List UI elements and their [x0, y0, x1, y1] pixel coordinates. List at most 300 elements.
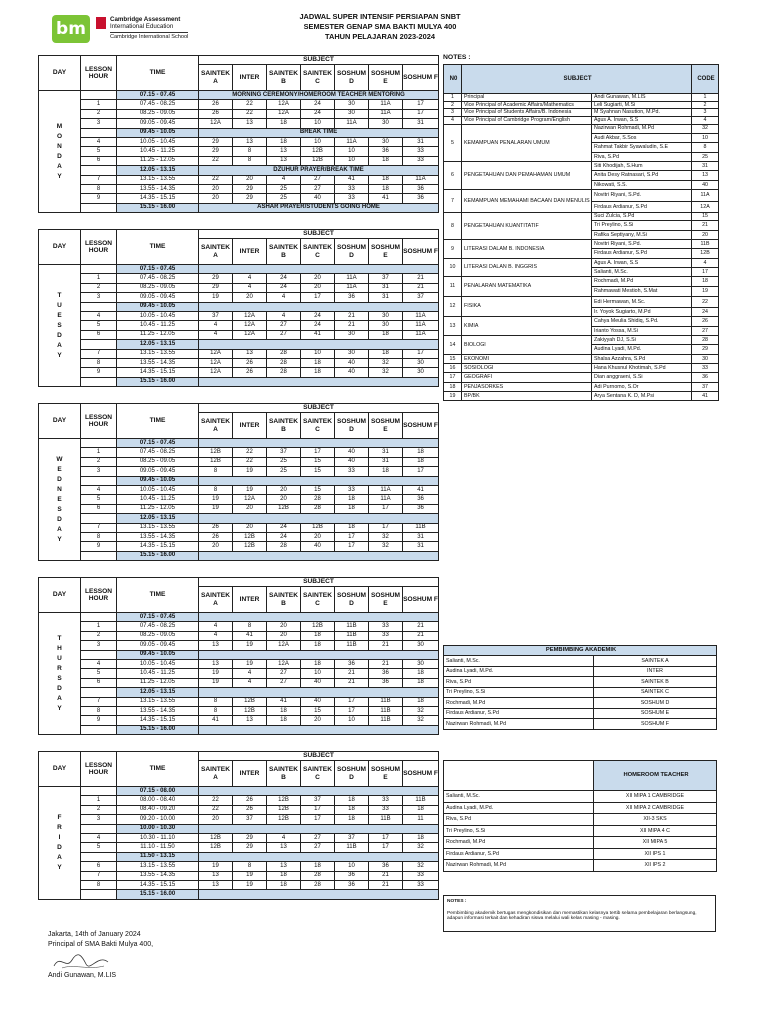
- band-label: [199, 551, 439, 560]
- teacher-code-cell: 11B: [369, 716, 403, 725]
- time-slot: 10.05 - 10.45: [117, 137, 199, 146]
- teacher-code-cell: 12B: [233, 697, 267, 706]
- subject-name: PENGETAHUAN KUANTITATIF: [462, 212, 592, 239]
- time-slot: 11.25 - 12.05: [117, 504, 199, 513]
- lesson-hour: 6: [81, 862, 117, 871]
- teacher-code: 40: [692, 180, 719, 189]
- subject-name: KIMIA: [462, 317, 592, 336]
- band-label: [199, 787, 439, 796]
- lesson-hour: [81, 787, 117, 796]
- column-header: SOSHUM D: [335, 413, 369, 439]
- teacher-code: 19: [692, 286, 719, 296]
- teacher-name: Tri Preylino, S.Si: [592, 221, 692, 230]
- class-name: SAINTEK A: [594, 656, 717, 667]
- teacher-code-cell: 28: [301, 504, 335, 513]
- teacher-code-cell: 20: [199, 194, 233, 203]
- teacher-name: Leli Sugiarti, M.Si: [592, 101, 692, 109]
- teacher-code-cell: 17: [335, 706, 369, 715]
- teacher-code-cell: 12A: [199, 119, 233, 128]
- teacher-code-cell: 17: [301, 815, 335, 824]
- class-name: XII MIPA 5: [594, 837, 717, 849]
- teacher-code-cell: 12A: [233, 311, 267, 320]
- lesson-hour: 3: [81, 467, 117, 476]
- teacher-code-cell: 8: [233, 156, 267, 165]
- class-name: XII IPS 1: [594, 848, 717, 860]
- teacher-code-cell: 31: [403, 119, 439, 128]
- class-name: SOSHUM F: [594, 719, 717, 730]
- teacher-code-cell: 29: [199, 274, 233, 283]
- time-slot: 10.45 - 11.25: [117, 669, 199, 678]
- teacher-code-cell: 29: [233, 843, 267, 852]
- teacher-code-cell: 13: [233, 716, 267, 725]
- school-logo: bm: [52, 15, 90, 43]
- time-slot: 09.05 - 09.45: [117, 119, 199, 128]
- time-slot: 07.15 - 07.45: [117, 439, 199, 448]
- teacher-name: Rahmat Takbir Syawaludin, S.E: [592, 143, 692, 152]
- teacher-code: 11A: [692, 189, 719, 201]
- day-name: F R I D A Y: [39, 787, 81, 900]
- teacher-code-cell: 30: [403, 659, 439, 668]
- teacher-code-cell: 33: [403, 871, 439, 880]
- teacher-code-cell: 12B: [199, 457, 233, 466]
- teacher-code-cell: 41: [267, 697, 301, 706]
- teacher-code-cell: 15: [301, 467, 335, 476]
- teacher-code-cell: 31: [369, 448, 403, 457]
- teacher-code-cell: 12A: [199, 358, 233, 367]
- teacher-code-cell: 22: [199, 796, 233, 805]
- teacher-code-cell: 10: [301, 669, 335, 678]
- teacher-name: Arya Sentana K. D, M.Psi: [592, 392, 692, 401]
- notes-row: [444, 101, 719, 109]
- teacher-code-cell: 21: [403, 283, 439, 292]
- teacher-code-cell: 27: [267, 321, 301, 330]
- teacher-code-cell: 12B: [267, 796, 301, 805]
- teacher-code-cell: 18: [301, 862, 335, 871]
- subject-name: PENGETAHUAN DAN PEMAHAMAN UMUM: [462, 161, 592, 189]
- teacher-code-cell: 40: [335, 457, 369, 466]
- lesson-hour: 8: [81, 358, 117, 367]
- teacher-code-cell: 25: [267, 457, 301, 466]
- notes-row: [444, 189, 719, 201]
- day-name: T H U R S D A Y: [39, 613, 81, 735]
- teacher-name: Siti Khodijah, S.Hum: [592, 161, 692, 170]
- teacher-code-cell: 4: [233, 274, 267, 283]
- lesson-hour: [81, 824, 117, 833]
- teacher-name: Adi Purnomo, S.Or: [592, 382, 692, 391]
- teacher-code-cell: 10: [335, 862, 369, 871]
- teacher-code-cell: 18: [369, 184, 403, 193]
- teacher-code-cell: 17: [403, 467, 439, 476]
- teacher-code-cell: 10: [301, 349, 335, 358]
- teacher-code-cell: 17: [369, 504, 403, 513]
- column-header: SOSHUM E: [369, 65, 403, 91]
- lesson-hour: [81, 725, 117, 734]
- teacher-code: 25: [692, 152, 719, 161]
- teacher-name: Nikowati, S.S.: [592, 180, 692, 189]
- band-label: ASHAR PRAYER/STUDENTS GOING HOME: [199, 203, 439, 212]
- time-slot: 07.45 - 08.25: [117, 622, 199, 631]
- band-label: [199, 302, 439, 311]
- lesson-hour: 6: [81, 504, 117, 513]
- teacher-name: Salianti, M.Sc.: [444, 791, 594, 803]
- teacher-code-cell: 33: [403, 156, 439, 165]
- subject-number: 6: [444, 161, 462, 189]
- teacher-code-cell: 12B: [233, 532, 267, 541]
- lesson-hour: 7: [81, 871, 117, 880]
- notes-row: [444, 382, 719, 391]
- column-header: SAINTEK B: [267, 761, 301, 787]
- teacher-code-cell: 26: [233, 368, 267, 377]
- teacher-code-cell: 11A: [369, 485, 403, 494]
- lesson-hour: [81, 377, 117, 386]
- time-slot: 09.05 - 09.45: [117, 293, 199, 302]
- class-name: XII MIPA 1 CAMBRIDGE: [594, 791, 717, 803]
- lesson-hour: 4: [81, 485, 117, 494]
- class-name: XII-3 SKS: [594, 814, 717, 826]
- time-slot: 11.25 - 12.05: [117, 156, 199, 165]
- teacher-code-cell: 21: [403, 274, 439, 283]
- time-slot: 07.15 - 07.45: [117, 265, 199, 274]
- teacher-code-cell: 18: [335, 815, 369, 824]
- teacher-code-cell: 11: [403, 815, 439, 824]
- column-header: SAINTEK B: [267, 65, 301, 91]
- teacher-code-cell: 18: [267, 706, 301, 715]
- teacher-code-cell: 12A: [267, 641, 301, 650]
- time-slot: 12.05 - 13.15: [117, 688, 199, 697]
- teacher-code-cell: 40: [335, 358, 369, 367]
- teacher-code-cell: 8: [233, 862, 267, 871]
- teacher-code-cell: 19: [199, 293, 233, 302]
- class-name: XII IPS 2: [594, 860, 717, 872]
- lesson-hour: 5: [81, 843, 117, 852]
- time-slot: 09.05 - 09.45: [117, 467, 199, 476]
- teacher-code-cell: 36: [369, 669, 403, 678]
- teacher-name: Rochmadi, M.Pd: [444, 837, 594, 849]
- time-slot: 13.15 - 13.55: [117, 349, 199, 358]
- teacher-code-cell: 40: [335, 448, 369, 457]
- teacher-code-cell: 17: [301, 293, 335, 302]
- teacher-code-cell: 21: [403, 622, 439, 631]
- notes-row: [444, 116, 719, 124]
- teacher-code-cell: 20: [199, 815, 233, 824]
- teacher-code-cell: 30: [335, 349, 369, 358]
- teacher-code: 31: [692, 161, 719, 170]
- teacher-name: Tri Preylino, S.Si: [444, 825, 594, 837]
- time-slot: 13.55 - 14.35: [117, 871, 199, 880]
- column-header: SAINTEK C: [301, 239, 335, 265]
- day-name: M O N D A Y: [39, 91, 81, 213]
- teacher-code-cell: 11A: [369, 495, 403, 504]
- assignment-row: [444, 814, 717, 826]
- subject-number: 16: [444, 364, 462, 373]
- teacher-code-cell: 24: [267, 523, 301, 532]
- time-slot: 13.15 - 13.55: [117, 862, 199, 871]
- band-label: [199, 650, 439, 659]
- time-slot: 08.25 - 09.05: [117, 457, 199, 466]
- subject-notes-table: [443, 64, 719, 401]
- class-name: XII MIPA 2 CAMBRIDGE: [594, 802, 717, 814]
- lesson-hour: 5: [81, 495, 117, 504]
- subject-name: Vice Principal of Academic Affairs/Mathematics: [462, 101, 592, 109]
- time-header: TIME: [117, 230, 199, 265]
- teacher-code-cell: 12A: [267, 109, 301, 118]
- lesson-hour: 1: [81, 448, 117, 457]
- assignment-row: [444, 837, 717, 849]
- teacher-code: 3: [692, 109, 719, 117]
- column-header: SAINTEK A: [199, 65, 233, 91]
- column-header: INTER: [233, 239, 267, 265]
- teacher-code-cell: 12B: [199, 448, 233, 457]
- teacher-code-cell: 4: [199, 622, 233, 631]
- teacher-code-cell: 36: [403, 194, 439, 203]
- time-slot: 10.05 - 10.45: [117, 485, 199, 494]
- column-header: SAINTEK B: [267, 587, 301, 613]
- sign-role: Principal of SMA Bakti Mulya 400,: [48, 941, 154, 948]
- teacher-code-cell: 30: [369, 321, 403, 330]
- teacher-code-cell: 25: [267, 184, 301, 193]
- teacher-code-cell: 41: [233, 631, 267, 640]
- lesson-hour: 4: [81, 659, 117, 668]
- subject-name: LITERASI DALAM B. INDONESIA: [462, 240, 592, 259]
- teacher-code-cell: 37: [335, 833, 369, 842]
- teacher-name: Andi Gunawan, M.LIS: [592, 94, 692, 102]
- teacher-code-cell: 29: [199, 137, 233, 146]
- assignment-row: [444, 802, 717, 814]
- time-slot: 12.05 - 13.15: [117, 340, 199, 349]
- teacher-code-cell: 30: [403, 368, 439, 377]
- lesson-hour: 7: [81, 175, 117, 184]
- assignment-row: [444, 848, 717, 860]
- teacher-code-cell: 20: [301, 716, 335, 725]
- time-slot: 15.15 - 16.00: [117, 725, 199, 734]
- teacher-code-cell: 29: [233, 184, 267, 193]
- table-corner: [444, 761, 594, 791]
- subject-number: 7: [444, 189, 462, 212]
- teacher-code-cell: 26: [199, 109, 233, 118]
- teacher-code-cell: 18: [369, 330, 403, 339]
- teacher-code-cell: 18: [403, 669, 439, 678]
- teacher-code-cell: 21: [335, 678, 369, 687]
- teacher-code-cell: 29: [233, 194, 267, 203]
- column-header: SAINTEK C: [301, 761, 335, 787]
- teacher-code-cell: 11B: [369, 815, 403, 824]
- teacher-code-cell: 19: [233, 641, 267, 650]
- teacher-code-cell: 12B: [199, 833, 233, 842]
- subject-name: GEOGRAFI: [462, 373, 592, 382]
- teacher-code-cell: 12A: [233, 495, 267, 504]
- lesson-hour: 5: [81, 321, 117, 330]
- teacher-code-cell: 25: [267, 194, 301, 203]
- lesson-hour: 8: [81, 532, 117, 541]
- lesson-hour: [81, 890, 117, 899]
- teacher-code-cell: 29: [233, 833, 267, 842]
- teacher-code-cell: 18: [335, 495, 369, 504]
- assignment-row: [444, 666, 717, 677]
- time-slot: 09.05 - 09.45: [117, 641, 199, 650]
- time-slot: 08.25 - 09.05: [117, 631, 199, 640]
- teacher-code-cell: 11B: [369, 706, 403, 715]
- teacher-code: 33: [692, 364, 719, 373]
- teacher-code-cell: 26: [233, 358, 267, 367]
- teacher-code-cell: 21: [335, 321, 369, 330]
- teacher-code-cell: 30: [369, 119, 403, 128]
- band-label: [199, 852, 439, 861]
- teacher-code-cell: 30: [335, 330, 369, 339]
- teacher-code-cell: 33: [335, 194, 369, 203]
- subject-name: KEMAMPUAN PENALARAN UMUM: [462, 124, 592, 161]
- teacher-code-cell: 36: [369, 147, 403, 156]
- teacher-code-cell: 41: [301, 330, 335, 339]
- teacher-code-cell: 17: [403, 349, 439, 358]
- lesson-hour: 3: [81, 293, 117, 302]
- subject-number: 2: [444, 101, 462, 109]
- teacher-name: Nazirwan Rohmadi, M.Pd: [444, 860, 594, 872]
- teacher-code-cell: 28: [267, 358, 301, 367]
- teacher-name: Irianto Yossa, M.Si: [592, 326, 692, 335]
- time-slot: 10.30 - 11.10: [117, 833, 199, 842]
- teacher-code-cell: 28: [301, 871, 335, 880]
- teacher-code-cell: 28: [267, 349, 301, 358]
- time-header: TIME: [117, 752, 199, 787]
- lesson-hour: 4: [81, 137, 117, 146]
- lesson-hour: 9: [81, 716, 117, 725]
- band-label: [199, 890, 439, 899]
- teacher-code-cell: 4: [199, 631, 233, 640]
- teacher-code-cell: 40: [301, 194, 335, 203]
- teacher-code-cell: 13: [199, 880, 233, 889]
- teacher-name: Firdaus Ardianur, S.Pd: [444, 848, 594, 860]
- day-header: DAY: [39, 752, 81, 787]
- teacher-code-cell: 36: [403, 495, 439, 504]
- assignment-row: [444, 677, 717, 688]
- teacher-code-cell: 37: [233, 815, 267, 824]
- teacher-code-cell: 18: [335, 504, 369, 513]
- teacher-code-cell: 41: [335, 175, 369, 184]
- time-slot: 12.05 - 13.15: [117, 166, 199, 175]
- teacher-code-cell: 18: [403, 448, 439, 457]
- teacher-code-cell: 10: [335, 156, 369, 165]
- teacher-code-cell: 20: [233, 175, 267, 184]
- day-header: DAY: [39, 404, 81, 439]
- teacher-code-cell: 11A: [403, 321, 439, 330]
- teacher-code-cell: 24: [301, 100, 335, 109]
- column-header: SOSHUM E: [369, 761, 403, 787]
- time-slot: 12.05 - 13.15: [117, 514, 199, 523]
- teacher-code-cell: 13: [233, 349, 267, 358]
- teacher-code-cell: 11A: [369, 100, 403, 109]
- teacher-name: Audina Lyadi, M.Pd.: [444, 802, 594, 814]
- teacher-code-cell: 26: [199, 100, 233, 109]
- lesson-hour: [81, 340, 117, 349]
- teacher-name: Agus A. Irwan, S.S: [592, 116, 692, 124]
- teacher-code-cell: 32: [369, 368, 403, 377]
- lesson-hour: 3: [81, 815, 117, 824]
- time-slot: 13.15 - 13.55: [117, 523, 199, 532]
- time-slot: 13.55 - 14.35: [117, 706, 199, 715]
- lesson-hour: 1: [81, 796, 117, 805]
- teacher-code: 24: [692, 308, 719, 317]
- teacher-code: 2: [692, 101, 719, 109]
- assignment-row: [444, 719, 717, 730]
- column-header: SAINTEK A: [199, 587, 233, 613]
- column-header: INTER: [233, 761, 267, 787]
- teacher-code: 22: [692, 297, 719, 308]
- day-schedule-table: [38, 229, 439, 387]
- notes-row: [444, 94, 719, 102]
- teacher-name: Edi Hermawan, M.Sc.: [592, 297, 692, 308]
- teacher-code-cell: 10: [301, 119, 335, 128]
- column-header: SOSHUM D: [335, 65, 369, 91]
- teacher-code-cell: 20: [199, 184, 233, 193]
- subject-header: SUBJECT: [199, 404, 439, 413]
- teacher-code-cell: 40: [335, 368, 369, 377]
- teacher-code-cell: 22: [199, 805, 233, 814]
- teacher-code-cell: 18: [403, 833, 439, 842]
- time-slot: 13.55 - 14.35: [117, 184, 199, 193]
- time-slot: 07.45 - 08.25: [117, 274, 199, 283]
- lesson-hour: 1: [81, 622, 117, 631]
- notes-row: [444, 258, 719, 267]
- teacher-code-cell: 33: [369, 805, 403, 814]
- teacher-code-cell: 33: [335, 485, 369, 494]
- teacher-code-cell: 26: [199, 532, 233, 541]
- teacher-code-cell: 32: [369, 358, 403, 367]
- subject-name: Vice Principal of Students Affairs/B. Indonesia: [462, 109, 592, 117]
- teacher-code-cell: 18: [335, 796, 369, 805]
- teacher-code-cell: 27: [301, 833, 335, 842]
- time-slot: 08.00 - 08.40: [117, 796, 199, 805]
- teacher-code-cell: 13: [267, 156, 301, 165]
- assignment-row: [444, 656, 717, 667]
- subject-number: 4: [444, 116, 462, 124]
- teacher-code-cell: 33: [335, 467, 369, 476]
- column-header: SOSHUM F: [403, 761, 439, 787]
- teacher-code-cell: 11A: [403, 330, 439, 339]
- lesson-hour: 9: [81, 542, 117, 551]
- teacher-code: 21: [692, 221, 719, 230]
- time-slot: 14.35 - 15.15: [117, 716, 199, 725]
- homeroom-teacher-table: [443, 760, 717, 872]
- teacher-name: Riva, S.Pd: [592, 152, 692, 161]
- teacher-code-cell: 8: [199, 697, 233, 706]
- teacher-code-cell: 17: [369, 523, 403, 532]
- column-header: SAINTEK A: [199, 239, 233, 265]
- day-schedule-table: [38, 403, 439, 561]
- band-label: [199, 439, 439, 448]
- time-slot: 08.25 - 09.05: [117, 283, 199, 292]
- lesson-hour: 7: [81, 349, 117, 358]
- teacher-code: 37: [692, 382, 719, 391]
- notes-label: NOTES :: [443, 54, 471, 61]
- teacher-name: Riva, S.Pd: [444, 814, 594, 826]
- notes-row: [444, 392, 719, 401]
- teacher-code-cell: 20: [301, 283, 335, 292]
- teacher-name: Shalsa Azzahra, S.Pd: [592, 354, 692, 363]
- subject-name: BP/BK: [462, 392, 592, 401]
- lesson-hour: [81, 91, 117, 100]
- lesson-hour: 8: [81, 184, 117, 193]
- teacher-code: 11B: [692, 240, 719, 249]
- lesson-hour: 2: [81, 283, 117, 292]
- subject-number: 15: [444, 354, 462, 363]
- teacher-code-cell: 18: [369, 349, 403, 358]
- lesson-hour: 1: [81, 100, 117, 109]
- teacher-code-cell: 20: [267, 631, 301, 640]
- teacher-code-cell: 31: [369, 457, 403, 466]
- time-slot: 07.45 - 08.25: [117, 448, 199, 457]
- teacher-code-cell: 32: [403, 843, 439, 852]
- subject-name: EKONOMI: [462, 354, 592, 363]
